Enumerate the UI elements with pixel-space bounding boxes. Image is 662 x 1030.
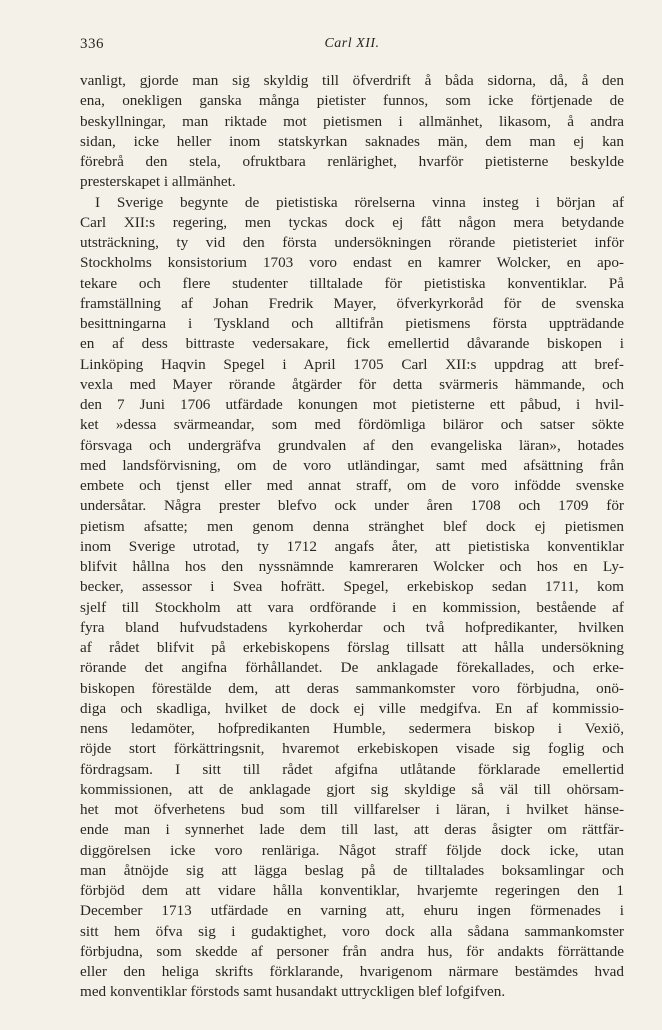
text-line: fyra bland hufvudstadens kyrkoherdar och två hofpredikanter, hvilken	[80, 618, 624, 636]
text-line: vexla med Mayer rörande åtgärder för detta svärmeris hämmande, och	[80, 375, 624, 393]
text-line: sitt hem öfva sig i gudaktighet, voro dock alla sådana sammankomster	[80, 922, 624, 940]
text-line: December 1713 utfärdade en varning att, ehuru ingen förmenades i	[80, 902, 624, 920]
text-line: röjde stort förkättringsnit, hvaremot erkebiskopen visade sig foglig och	[80, 740, 624, 758]
text-line: biskopen förestälde dem, att deras sammankomster voro förbjudna, onö-	[80, 679, 624, 697]
body-text	[80, 71, 624, 1003]
text-line: fördragsam. I sitt till rådet afgifna utlåtande förklarade emellertid	[80, 760, 624, 778]
text-line: af rådet blifvit på erkebiskopens förslag tillsatt att hålla undersökning	[80, 639, 624, 656]
text-line: becker, assessor i Svea hofrätt. Spegel, erkebiskop sedan 1711, kom	[80, 578, 624, 596]
text-line: diggörelsen icke voro renläriga. Något straff följde dock icke, utan	[80, 841, 624, 859]
text-line: man åtnöjde sig att lägga beslag på de tilltalades boksamlingar och	[80, 861, 624, 879]
text-line: med landsförvisning, om de voro utländingar, samt med afsättning från	[80, 456, 624, 474]
text-line: ena, onekligen ganska många pietister funnos, som icke förtjenade de	[80, 92, 624, 110]
text-line: tekare och flere studenter tilltalade för pietistiska konventiklar. På	[80, 274, 624, 292]
text-line: embete och tjenst eller med annat straff, om de voro infödde svenske	[80, 477, 624, 494]
text-line: blifvit hållna hos den nyssnämnde kamreraren Wolcker och hos en Ly-	[80, 558, 624, 575]
text-line: eller den heliga skrifts förklarande, hvarigenom närmare bestämdes hvad	[80, 963, 624, 980]
page-header	[80, 36, 624, 60]
text-line: rörande det angifna förhållandet. De anklagade förekallades, och erke-	[80, 659, 624, 677]
text-line: pietism afsatte; men genom denna stränghet blef dock ej pietismen	[80, 517, 624, 535]
text-line: het mot öfverhetens bud som till villfarelser i läran, i hvilket hänse-	[80, 801, 624, 818]
text-line: diga och skadliga, hvilket de dock ej ville medgifva. En af kommissio-	[80, 699, 624, 717]
page-number: 336	[80, 36, 104, 52]
paragraph	[80, 193, 624, 1003]
text-line: med konventiklar förstods samt husandakt uttryckligen blef lofgifven.	[80, 983, 506, 1001]
text-line: utsträckning, ty vid den första undersökningen rörande pietisteriet inför	[80, 234, 624, 251]
text-line: en af dess bittraste vedersakare, fick emellertid dåvarande biskopen i	[80, 335, 624, 353]
text-line: förebrå den stela, ofruktbara renlärighet, hvarför pietisterne beskylde	[80, 153, 624, 170]
text-line: Stockholms konsistorium 1703 voro endast en kamrer Wolcker, en apo-	[80, 254, 624, 272]
text-line: sjelf till Stockholm att vara ordförande i en kommission, bestående af	[80, 598, 624, 616]
text-line: vanligt, gjorde man sig skyldig till öfverdrift å båda sidorna, då, å den	[80, 72, 624, 89]
paragraph	[80, 71, 624, 193]
text-line: besittningarna i Tyskland och alltifrån pietismens första uppträdande	[80, 315, 624, 332]
text-line: Carl XII:s regering, men tyckas dock ej fått någon mera betydande	[80, 213, 624, 231]
text-line: Linköping Haqvin Spegel i April 1705 Carl XII:s uppdrag att bref-	[80, 355, 624, 373]
text-line: I Sverige begynte de pietistiska rörelserna vinna insteg i början af	[95, 193, 624, 211]
text-line: förbjudna, som skedde af personer från andra hus, för andakts förrättande	[80, 942, 624, 960]
running-head: Carl XII.	[324, 36, 380, 51]
text-line: framställning af Johan Fredrik Mayer, öfverkyrkoråd för de svenska	[80, 294, 624, 312]
text-line: ket »dessa svärmeandar, som med fördömliga biläror och satser sökte	[80, 416, 624, 434]
text-line: försvaga och undergräfva grundvalen af den evangeliska läran», hotades	[80, 436, 624, 454]
text-line: inom Sverige utrotad, ty 1712 angafs åter, att pietistiska konventiklar	[80, 537, 624, 555]
text-line: beskyllningar, man riktade mot pietismen i allmänhet, likasom, å andra	[80, 112, 624, 130]
text-line: nens ledamöter, hofpredikanten Humble, sedermera biskop i Vexiö,	[80, 720, 624, 737]
text-line: sidan, icke heller inom statskyrkan saknades män, dem man ej kan	[80, 132, 624, 150]
text-line: presterskapet i allmänhet.	[80, 173, 236, 191]
text-line: förbjöd dem att vidare hålla konventiklar, hvarjemte regeringen den 1	[80, 882, 624, 899]
text-line: undersåtar. Några prester blefvo ock under åren 1708 och 1709 för	[80, 497, 624, 515]
text-line: den 7 Juni 1706 utfärdade konungen mot pietisterne ett påbud, i hvil-	[80, 396, 624, 413]
text-line: ende man i synnerhet lade dem till last, att deras åsigter om rättfär-	[80, 821, 624, 839]
text-line: kommissionen, att de anklagade gjort sig skyldige så väl till ohörsam-	[80, 780, 624, 798]
